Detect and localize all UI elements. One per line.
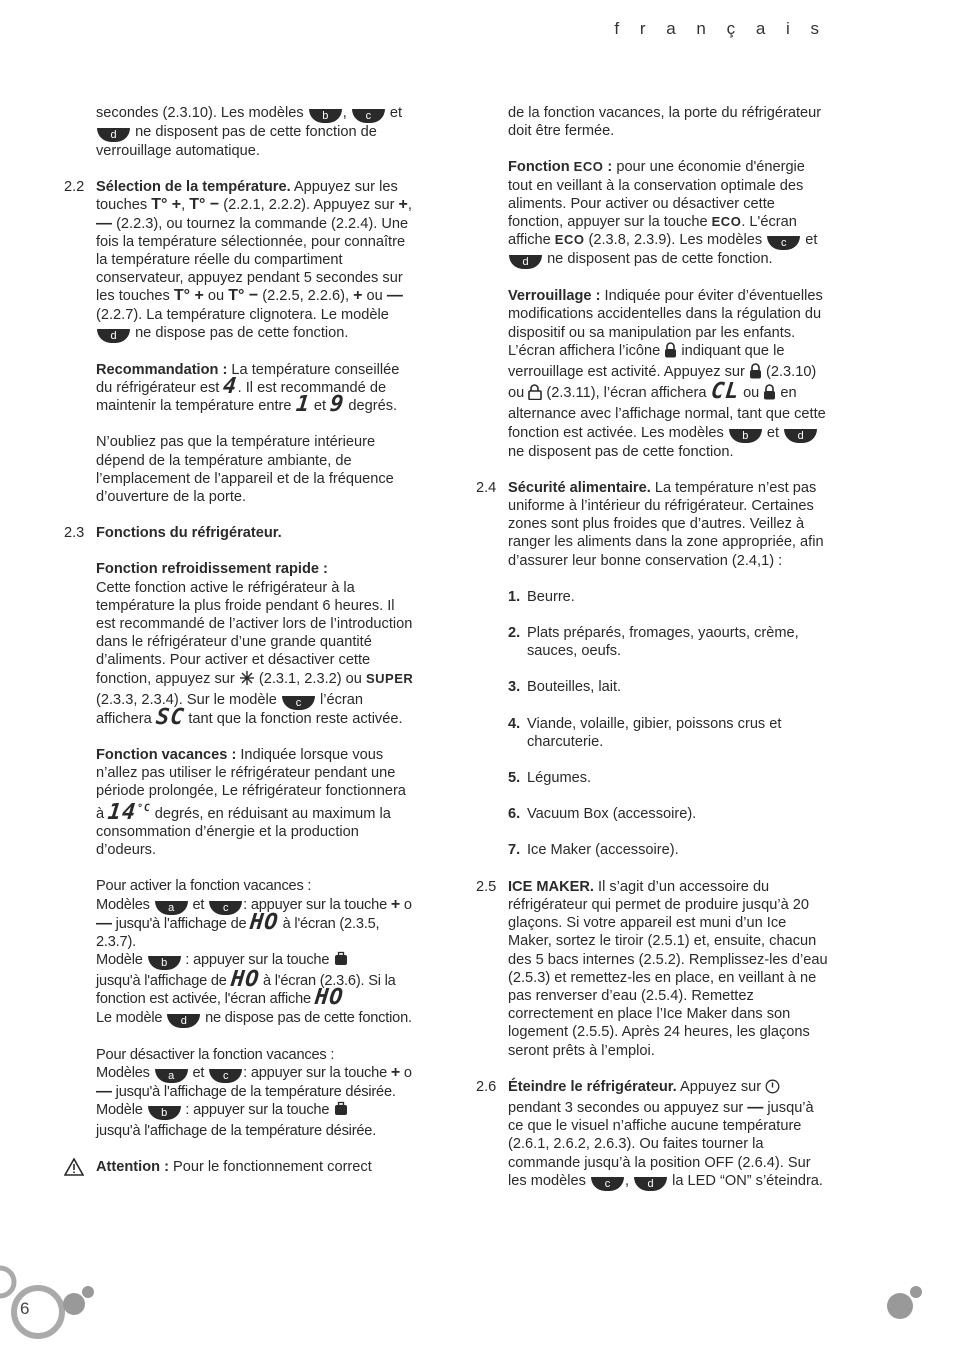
subtitle: Fonction [508, 159, 570, 176]
eco-display: ECO [554, 232, 585, 248]
text: o [403, 1064, 412, 1081]
eco-key: ECO [573, 159, 604, 175]
section-2-4 [476, 479, 828, 570]
subtitle: Fonction refroidissement rapide : [96, 561, 328, 578]
right-column [476, 104, 828, 1191]
list-number: 3. [508, 679, 521, 696]
text: ne disposent pas de cette fonction. [508, 443, 734, 460]
text: Modèle [96, 951, 143, 968]
text: tant que la fonction reste activée. [188, 710, 403, 727]
model-badge-d: d [784, 429, 817, 443]
text: l’écran affichera [96, 691, 364, 727]
model-badge-b: b [148, 1106, 181, 1120]
text: : appuyer sur la touche [185, 1101, 330, 1118]
t-plus-key: T° + [173, 287, 204, 305]
section-title: Sélection de la température. [96, 179, 291, 196]
display-digits: 14 [106, 799, 138, 825]
display-sc: SC [154, 704, 186, 730]
text: et [389, 105, 403, 121]
list-item [476, 624, 828, 660]
paragraph-reminder: N’oubliez pas que la température intérieure dépend de la température ambiante, de l’emplacement de l’appareil et de la fréquence d’ouverture de la porte. [96, 434, 394, 506]
text: Pour désactiver la fonction vacances : [96, 1046, 335, 1063]
text: (2.2.3), ou tournez la commande (2.2.4). Une fois la température sélectionnée, pour connaître la température réelle du compartiment conservateur, appuyez pendant 5 secondes sur les touches [96, 215, 409, 305]
text: ou [366, 288, 383, 305]
model-badge-b: b [729, 429, 762, 443]
paragraph-autolock: secondes (2.3.10). Les modèles b , c et d ne disposent pas de cette fonction de verrouillage automatique. [96, 105, 403, 159]
text: . L'écran affiche [508, 214, 797, 249]
text: et [805, 232, 818, 249]
text: (2.3.8, 2.3.9). Les modèles [588, 232, 763, 249]
list-item [476, 769, 828, 787]
text: Pour le fonctionnement correct [173, 1159, 372, 1176]
text: à l'écran (2.3.6). Si la fonction est activée, l'écran affiche [96, 973, 396, 1008]
text: Indiquée pour éviter d’éventuelles modifications accidentelles dans la régulation du dispositif ou sa manipulation par les enfants. L’écran affichera l’icône [508, 288, 823, 359]
deactivate-vacation [64, 1046, 416, 1141]
section-title: Éteindre le réfrigérateur. [508, 1078, 677, 1095]
text: Pour activer la fonction vacances : [96, 878, 312, 895]
food-zone-list [476, 588, 828, 860]
text: ou [207, 288, 225, 305]
model-badge-c: c [352, 109, 385, 123]
model-badge-a: a [155, 1069, 188, 1083]
decorative-circles-left [0, 1262, 110, 1354]
display-ho: HO [249, 909, 281, 935]
text: : appuyer sur la touche [185, 951, 330, 968]
list-number: 6. [508, 806, 521, 823]
list-text: Plats préparés, fromages, yaourts, crème, sauces, oeufs. [527, 625, 799, 660]
text: Le modèle [96, 1009, 163, 1026]
list-number: 1. [508, 588, 521, 605]
section-title: Sécurité alimentaire. [508, 479, 651, 496]
text: , [624, 1172, 629, 1189]
text: ne disposent pas de cette fonction de verrouillage automatique. [96, 124, 377, 159]
text: (2.3.1, 2.3.2) ou [258, 670, 362, 687]
page-number: 6 [20, 1299, 30, 1318]
text: (2.3.10) ou [508, 364, 817, 402]
eco-key: ECO [711, 214, 742, 230]
recommendation [64, 361, 416, 416]
text: jusqu'à l'affichage de [115, 915, 247, 932]
model-badge-b: b [309, 109, 342, 123]
text: jusqu'à l'affichage de la température désirée. [96, 1123, 377, 1140]
text: Modèles [96, 896, 150, 913]
list-item [476, 805, 828, 823]
paragraph-door: de la fonction vacances, la porte du réfrigérateur doit être fermée. [508, 105, 822, 140]
celsius-unit: °C [136, 802, 152, 814]
text: en alternance avec l’affichage normal, tant que cette fonction est activée. Les modèles [508, 385, 826, 441]
list-number: 4. [508, 715, 521, 732]
text: Appuyez sur [679, 1078, 762, 1095]
plus-icon: + [398, 196, 408, 214]
text: Appuyez sur les touches [96, 179, 398, 214]
text: : appuyer sur la touche [243, 1064, 387, 1081]
minus-icon: — [386, 287, 403, 305]
list-item [476, 588, 828, 606]
section-title: ICE MAKER. [508, 878, 594, 895]
text: jusqu'à l'affichage de [96, 973, 227, 990]
list-text: Vacuum Box (accessoire). [527, 806, 697, 823]
attention-note [64, 1158, 416, 1176]
language-label: f r a n ç a i s [614, 19, 827, 38]
section-2-2: 2.2 Sélection de la température. Appuyez sur les touches T° +, T° − (2.2.1, 2.2.2). Appuyez sur +, — (2.2.3), ou tournez la commande (2.2.4). Une fois la température sélectionnée, pour connaître la température réelle du compartiment conservateur, appuyez pendant 5 secondes sur les touches T° + ou T° − (2.2.5, 2.2.6), + ou — (2.2.7). La température clignotera. Le modèle d ne dispose pas de cette fonction. [64, 179, 412, 342]
section-number: 2.4 [476, 479, 497, 496]
model-badge-d: d [634, 1177, 667, 1191]
list-number: 7. [508, 842, 521, 859]
text: et [192, 896, 205, 913]
text: (2.2.5, 2.2.6), [262, 288, 350, 305]
text: Modèles [96, 1064, 150, 1081]
lock-closed-icon [664, 342, 677, 363]
display-digit-4: 4 [222, 374, 239, 400]
subtitle: Recommandation : [96, 361, 228, 378]
text: (2.3.11), l’écran affichera [546, 385, 707, 402]
text: la LED “ON” s’éteindra. [672, 1172, 823, 1189]
display-ho: HO [229, 967, 261, 993]
list-text: Ice Maker (accessoire). [527, 842, 679, 859]
model-badge-b: b [148, 956, 181, 970]
display-14 [106, 799, 152, 825]
text: (2.3.3, 2.3.4). Sur le modèle [96, 691, 277, 708]
display-cl: CL [709, 379, 741, 405]
section-number: 2.6 [476, 1078, 497, 1095]
list-text: Légumes. [527, 770, 592, 787]
plus-icon: + [390, 1063, 401, 1081]
text: pour une économie d'énergie tout en veillant à la conservation optimale des aliments. Pour activer ou désactiver cette fonction, appuyer sur la touche [508, 159, 805, 231]
decorative-circles-right [880, 1280, 930, 1325]
super-key: SUPER [365, 670, 414, 686]
lock-closed-icon [749, 363, 762, 384]
text: et [313, 398, 327, 415]
model-badge-d: d [97, 128, 130, 142]
subtitle: Fonction vacances : [96, 747, 237, 764]
text: (2.2.1, 2.2.2). Appuyez sur [223, 197, 395, 214]
section-number: 2.5 [476, 878, 497, 895]
text: degrés, en réduisant au maximum la consommation d’énergie et la production d’odeurs. [96, 805, 391, 859]
text: secondes (2.3.10). Les modèles [96, 105, 304, 121]
text: pendant 3 secondes ou appuyez sur [508, 1099, 744, 1116]
list-item [476, 678, 828, 696]
activate-vacation [64, 877, 416, 1027]
snowflake-icon [239, 670, 255, 691]
subtitle: Verrouillage : [508, 288, 601, 305]
minus-icon: — [96, 914, 112, 932]
t-minus-key: T° − [189, 196, 220, 214]
text: La température n’est pas uniforme à l’intérieur du réfrigérateur. Certaines zones sont plus froides que d’autres. Veillez à ranger les aliments dans la zone appropriée, afin d’assurer leur bonne conservation (2.4,1) : [508, 479, 824, 569]
text: ne dispose pas de cette fonction. [205, 1009, 412, 1026]
model-badge-c: c [209, 901, 242, 915]
model-badge-c: c [209, 1069, 242, 1083]
list-text: Bouteilles, lait. [527, 679, 622, 696]
list-item [476, 715, 828, 751]
text: Cette fonction active le réfrigérateur à la température la plus froide pendant 6 heures. Il est recommandé de l’activer lors de l’introduction dans le réfrigérateur d’une grande quantité d’aliments. Pour activer et désactiver cette fonction, appuyez sur [96, 579, 413, 687]
text: et [192, 1064, 205, 1081]
list-number: 5. [508, 770, 521, 787]
warning-icon [64, 1158, 84, 1181]
suitcase-icon [333, 951, 349, 972]
power-icon [765, 1079, 780, 1099]
model-badge-d: d [167, 1014, 200, 1028]
text: ou [743, 385, 760, 402]
vacation-function [64, 746, 416, 859]
text: ne dispose pas de cette fonction. [135, 324, 349, 341]
list-item [476, 841, 828, 859]
text: indiquant que le verrouillage est activité. Appuyez sur [508, 342, 785, 381]
model-badge-c: c [767, 236, 800, 250]
section-number: 2.3 [64, 525, 85, 542]
lock-open-icon [528, 384, 542, 405]
plus-icon: + [353, 287, 363, 305]
list-number: 2. [508, 625, 521, 642]
list-text: Viande, volaille, gibier, poissons crus et charcuterie. [527, 715, 782, 750]
model-badge-a: a [155, 901, 188, 915]
model-badge-d: d [509, 255, 542, 269]
lock-closed-icon [763, 384, 776, 405]
lock-function [476, 287, 828, 461]
section-2-5 [476, 878, 828, 1060]
text: La température conseillée du réfrigérateur est [96, 361, 400, 397]
text: à l'écran (2.3.5, 2.3.7). [96, 915, 380, 950]
list-text: Beurre. [527, 588, 575, 605]
text: degrés. [348, 398, 398, 415]
text: . Il est recommandé de maintenir la température entre [96, 380, 387, 415]
model-badge-c: c [591, 1177, 624, 1191]
text: Il s’agit d’un accessoire du réfrigérateur qui permet de produire jusqu’à 20 glaçons. Si votre appareil est muni d’un Ice Maker, sortez le tiroir (2.5.1) et, ensuite, chacun des 5 bacs internes (2.5.2). Remplissez-les d’eau (2.5.3) et remettez-les en place, en veillant à ne pas renverser d’eau (2.5.4). Remettez correctement en place l’Ice Maker dans son logement (2.5.5). Après 24 heures, les glaçons seront prêts à l’emploi. [508, 878, 828, 1059]
text: Indiquée lorsque vous n’allez pas utiliser le réfrigérateur pendant une période prolongée, Le réfrigérateur fonctionnera à [96, 747, 406, 822]
text: jusqu’à ce que le visuel n’affiche aucune température (2.6.1, 2.6.2, 2.6.3). Ou faites tourner la commande jusqu’à la position OFF (2.6.4). Sur les modèles [508, 1099, 814, 1189]
minus-icon: — [96, 1082, 112, 1100]
text: : appuyer sur la touche [243, 896, 387, 913]
rapid-cooling [64, 560, 416, 728]
section-2-3 [64, 524, 416, 542]
subtitle: Attention : [96, 1159, 169, 1176]
suitcase-icon [333, 1101, 349, 1122]
display-ho: HO [313, 985, 345, 1011]
plus-icon: + [390, 895, 401, 913]
section-number: 2.2 [64, 179, 85, 196]
text: et [766, 424, 780, 441]
model-badge-c: c [282, 696, 315, 710]
section-2-6 [476, 1078, 828, 1191]
section-title: Fonctions du réfrigérateur. [96, 525, 282, 542]
text: ne disposent pas de cette fonction. [547, 251, 773, 268]
t-plus-key: T° + [151, 196, 182, 214]
minus-icon: — [96, 214, 112, 232]
eco-function: Fonction ECO : pour une économie d'énergie tout en veillant à la conservation optimale des aliments. Pour activer ou désactiver cette fonction, appuyer sur la touche ECO. L'écran affiche ECO (2.3.8, 2.3.9). Les modèles c et d ne disposent pas de cette fonction. [508, 159, 818, 269]
model-badge-d: d [97, 329, 130, 343]
left-column [64, 104, 416, 1177]
display-digit-9: 9 [328, 392, 346, 418]
minus-icon: — [747, 1098, 764, 1116]
text: o [403, 896, 412, 913]
text: Modèle [96, 1101, 143, 1118]
text: jusqu'à l'affichage de la température désirée. [115, 1083, 396, 1100]
t-minus-key: T° − [228, 287, 259, 305]
display-digit-1: 1 [294, 392, 312, 418]
text: (2.2.7). La température clignotera. Le modèle [96, 306, 389, 323]
